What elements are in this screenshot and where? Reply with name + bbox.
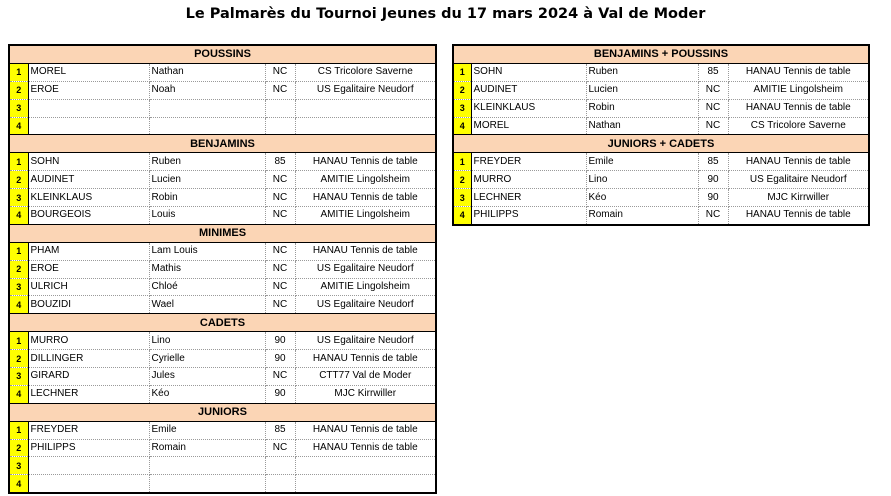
points-cell: 90: [265, 332, 295, 350]
surname-cell: [28, 117, 149, 135]
club-cell: US Egalitaire Neudorf: [295, 296, 436, 314]
surname-cell: ULRICH: [28, 278, 149, 296]
points-cell: NC: [265, 63, 295, 81]
surname-cell: AUDINET: [471, 81, 586, 99]
points-cell: NC: [698, 81, 728, 99]
rank-cell: 4: [9, 207, 28, 225]
firstname-cell: Nathan: [149, 63, 265, 81]
firstname-cell: Ruben: [586, 63, 698, 81]
club-cell: HANAU Tennis de table: [295, 421, 436, 439]
surname-cell: MURRO: [28, 332, 149, 350]
firstname-cell: [149, 117, 265, 135]
table-row: [9, 457, 436, 475]
club-cell: [295, 475, 436, 493]
left-results-table: [8, 44, 437, 494]
table-row: [453, 189, 869, 207]
points-cell: NC: [265, 368, 295, 386]
category-header-row: [453, 45, 869, 63]
firstname-cell: [149, 99, 265, 117]
table-row: [453, 207, 869, 225]
points-cell: NC: [265, 296, 295, 314]
table-row: [9, 332, 436, 350]
club-cell: AMITIE Lingolsheim: [295, 278, 436, 296]
club-cell: AMITIE Lingolsheim: [295, 207, 436, 225]
surname-cell: KLEINKLAUS: [471, 99, 586, 117]
club-cell: HANAU Tennis de table: [728, 207, 869, 225]
rank-cell: 4: [9, 475, 28, 493]
points-cell: 90: [698, 189, 728, 207]
page-title: Le Palmarès du Tournoi Jeunes du 17 mars 2024 à Val de Moder: [185, 6, 706, 22]
rank-cell: 1: [9, 63, 28, 81]
points-cell: NC: [265, 171, 295, 189]
points-cell: NC: [265, 207, 295, 225]
rank-cell: 3: [9, 99, 28, 117]
club-cell: HANAU Tennis de table: [728, 63, 869, 81]
club-cell: HANAU Tennis de table: [295, 242, 436, 260]
surname-cell: PHILIPPS: [471, 207, 586, 225]
firstname-cell: Mathis: [149, 260, 265, 278]
rank-cell: 1: [453, 153, 471, 171]
surname-cell: SOHN: [471, 63, 586, 81]
surname-cell: [28, 475, 149, 493]
rank-cell: 3: [9, 189, 28, 207]
table-row: [9, 296, 436, 314]
rank-cell: 2: [9, 350, 28, 368]
surname-cell: EROE: [28, 260, 149, 278]
category-header-row: [9, 403, 436, 421]
table-row: [9, 439, 436, 457]
table-row: [9, 153, 436, 171]
rank-cell: 3: [9, 368, 28, 386]
rank-cell: 1: [9, 421, 28, 439]
surname-cell: MOREL: [28, 63, 149, 81]
rank-cell: 3: [453, 99, 471, 117]
club-cell: AMITIE Lingolsheim: [295, 171, 436, 189]
rank-cell: 3: [453, 189, 471, 207]
firstname-cell: [149, 475, 265, 493]
table-row: [9, 63, 436, 81]
category-title: JUNIORS + CADETS: [453, 135, 869, 153]
category-title: POUSSINS: [9, 45, 436, 63]
club-cell: [295, 457, 436, 475]
club-cell: AMITIE Lingolsheim: [728, 81, 869, 99]
category-title: JUNIORS: [9, 403, 436, 421]
points-cell: NC: [265, 260, 295, 278]
table-row: [453, 117, 869, 135]
rank-cell: 2: [453, 171, 471, 189]
firstname-cell: Kéo: [586, 189, 698, 207]
firstname-cell: Kéo: [149, 385, 265, 403]
category-title: BENJAMINS + POUSSINS: [453, 45, 869, 63]
table-row: [453, 81, 869, 99]
firstname-cell: Wael: [149, 296, 265, 314]
points-cell: 85: [698, 153, 728, 171]
table-row: [453, 153, 869, 171]
category-header-row: [9, 45, 436, 63]
table-row: [9, 189, 436, 207]
table-row: [9, 81, 436, 99]
points-cell: [265, 457, 295, 475]
club-cell: MJC Kirrwiller: [728, 189, 869, 207]
firstname-cell: Louis: [149, 207, 265, 225]
firstname-cell: Nathan: [586, 117, 698, 135]
rank-cell: 4: [9, 385, 28, 403]
surname-cell: FREYDER: [471, 153, 586, 171]
points-cell: 90: [265, 350, 295, 368]
rank-cell: 2: [9, 171, 28, 189]
table-row: [9, 99, 436, 117]
firstname-cell: Noah: [149, 81, 265, 99]
table-row: [9, 117, 436, 135]
table-row: [9, 475, 436, 493]
rank-cell: 2: [9, 81, 28, 99]
club-cell: CTT77 Val de Moder: [295, 368, 436, 386]
table-row: [9, 278, 436, 296]
rank-cell: 1: [9, 242, 28, 260]
points-cell: NC: [265, 189, 295, 207]
firstname-cell: [149, 457, 265, 475]
points-cell: NC: [698, 99, 728, 117]
points-cell: [265, 475, 295, 493]
table-row: [9, 242, 436, 260]
points-cell: NC: [698, 117, 728, 135]
firstname-cell: Romain: [586, 207, 698, 225]
firstname-cell: Jules: [149, 368, 265, 386]
club-cell: CS Tricolore Saverne: [295, 63, 436, 81]
surname-cell: PHILIPPS: [28, 439, 149, 457]
points-cell: NC: [698, 207, 728, 225]
category-title: CADETS: [9, 314, 436, 332]
firstname-cell: Lino: [149, 332, 265, 350]
firstname-cell: Romain: [149, 439, 265, 457]
surname-cell: KLEINKLAUS: [28, 189, 149, 207]
surname-cell: LECHNER: [28, 385, 149, 403]
points-cell: NC: [265, 81, 295, 99]
table-row: [9, 171, 436, 189]
rank-cell: 1: [9, 153, 28, 171]
club-cell: MJC Kirrwiller: [295, 385, 436, 403]
right-results-table: [452, 44, 870, 226]
table-row: [453, 171, 869, 189]
club-cell: US Egalitaire Neudorf: [295, 332, 436, 350]
surname-cell: EROE: [28, 81, 149, 99]
category-header-row: [453, 135, 869, 153]
table-row: [453, 99, 869, 117]
surname-cell: [28, 457, 149, 475]
points-cell: 90: [265, 385, 295, 403]
surname-cell: [28, 99, 149, 117]
club-cell: [295, 117, 436, 135]
table-row: [453, 63, 869, 81]
points-cell: 85: [698, 63, 728, 81]
points-cell: [265, 117, 295, 135]
rank-cell: 2: [9, 260, 28, 278]
club-cell: HANAU Tennis de table: [295, 153, 436, 171]
category-header-row: [9, 314, 436, 332]
points-cell: NC: [265, 242, 295, 260]
firstname-cell: Chloé: [149, 278, 265, 296]
points-cell: 85: [265, 421, 295, 439]
surname-cell: MOREL: [471, 117, 586, 135]
club-cell: CS Tricolore Saverne: [728, 117, 869, 135]
club-cell: HANAU Tennis de table: [728, 153, 869, 171]
points-cell: NC: [265, 439, 295, 457]
surname-cell: BOURGEOIS: [28, 207, 149, 225]
surname-cell: SOHN: [28, 153, 149, 171]
points-cell: 85: [265, 153, 295, 171]
club-cell: HANAU Tennis de table: [728, 99, 869, 117]
category-title: MINIMES: [9, 224, 436, 242]
rank-cell: 1: [9, 332, 28, 350]
club-cell: HANAU Tennis de table: [295, 350, 436, 368]
firstname-cell: Emile: [149, 421, 265, 439]
surname-cell: LECHNER: [471, 189, 586, 207]
firstname-cell: Lucien: [149, 171, 265, 189]
surname-cell: MURRO: [471, 171, 586, 189]
table-row: [9, 260, 436, 278]
surname-cell: BOUZIDI: [28, 296, 149, 314]
club-cell: US Egalitaire Neudorf: [295, 260, 436, 278]
table-row: [9, 385, 436, 403]
table-row: [9, 207, 436, 225]
surname-cell: DILLINGER: [28, 350, 149, 368]
rank-cell: 3: [9, 278, 28, 296]
rank-cell: 2: [9, 439, 28, 457]
points-cell: 90: [698, 171, 728, 189]
rank-cell: 4: [453, 117, 471, 135]
rank-cell: 4: [453, 207, 471, 225]
surname-cell: FREYDER: [28, 421, 149, 439]
table-row: [9, 368, 436, 386]
rank-cell: 2: [453, 81, 471, 99]
rank-cell: 4: [9, 296, 28, 314]
category-title: BENJAMINS: [9, 135, 436, 153]
club-cell: US Egalitaire Neudorf: [728, 171, 869, 189]
table-row: [9, 350, 436, 368]
firstname-cell: Lam Louis: [149, 242, 265, 260]
surname-cell: PHAM: [28, 242, 149, 260]
club-cell: HANAU Tennis de table: [295, 439, 436, 457]
firstname-cell: Robin: [586, 99, 698, 117]
firstname-cell: Ruben: [149, 153, 265, 171]
rank-cell: 4: [9, 117, 28, 135]
club-cell: US Egalitaire Neudorf: [295, 81, 436, 99]
surname-cell: AUDINET: [28, 171, 149, 189]
category-header-row: [9, 224, 436, 242]
points-cell: NC: [265, 278, 295, 296]
points-cell: [265, 99, 295, 117]
firstname-cell: Lucien: [586, 81, 698, 99]
category-header-row: [9, 135, 436, 153]
rank-cell: 1: [453, 63, 471, 81]
firstname-cell: Lino: [586, 171, 698, 189]
table-row: [9, 421, 436, 439]
firstname-cell: Cyrielle: [149, 350, 265, 368]
firstname-cell: Emile: [586, 153, 698, 171]
firstname-cell: Robin: [149, 189, 265, 207]
club-cell: [295, 99, 436, 117]
surname-cell: GIRARD: [28, 368, 149, 386]
rank-cell: 3: [9, 457, 28, 475]
club-cell: HANAU Tennis de table: [295, 189, 436, 207]
